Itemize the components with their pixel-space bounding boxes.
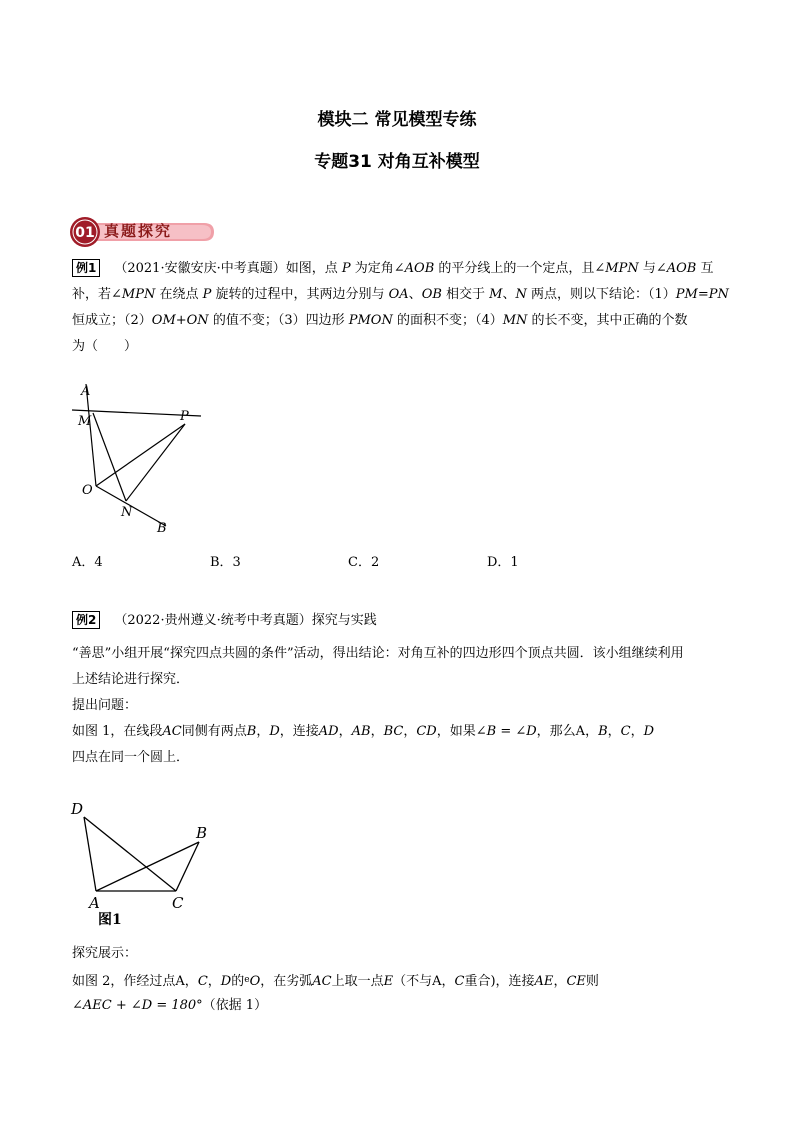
math: M bbox=[489, 287, 503, 302]
section-banner bbox=[68, 213, 218, 249]
label-p: P bbox=[180, 409, 189, 424]
text: 的 bbox=[231, 974, 245, 989]
example1-line4: 为（ ） bbox=[72, 339, 138, 354]
segment-bc bbox=[176, 842, 199, 891]
text: ， bbox=[441, 974, 455, 989]
math: E bbox=[383, 974, 394, 989]
math: C bbox=[454, 974, 465, 989]
text: ， bbox=[607, 724, 621, 739]
math: ∠AOB bbox=[393, 261, 435, 276]
text: ， bbox=[256, 724, 270, 739]
math: B bbox=[598, 724, 608, 739]
banner-label: 真题探究 bbox=[104, 222, 173, 240]
text: ，在劣弧 bbox=[260, 974, 313, 989]
text: 恒成立；（2） bbox=[72, 313, 152, 328]
math: AD bbox=[318, 724, 339, 739]
text: ， bbox=[553, 974, 567, 989]
example2-tag: 例2 bbox=[72, 611, 100, 629]
math: B bbox=[246, 724, 257, 739]
math: CD bbox=[416, 724, 437, 739]
math: ∠MPN bbox=[111, 287, 156, 302]
math: CE bbox=[566, 974, 586, 989]
math: MN bbox=[502, 313, 528, 328]
label-n: N bbox=[121, 505, 133, 520]
example1-line3 bbox=[72, 308, 724, 334]
fig1-label-a: A bbox=[89, 894, 100, 912]
text: 两点，则以下结论：（1） bbox=[526, 287, 676, 302]
math: AC bbox=[162, 724, 182, 739]
option-b: B．3 bbox=[210, 555, 241, 570]
math: D bbox=[643, 724, 655, 739]
text: ， bbox=[630, 724, 644, 739]
example1-tag: 例1 bbox=[72, 259, 100, 277]
math: O bbox=[249, 974, 261, 989]
text: ，那么A bbox=[536, 724, 586, 739]
question-line1 bbox=[72, 719, 724, 745]
math: OM+ON bbox=[151, 313, 209, 328]
option-c: C．2 bbox=[348, 555, 380, 570]
example2-source: （2022·贵州遵义·统考中考真题）探究与实践 bbox=[114, 613, 377, 628]
example1-text bbox=[72, 256, 729, 360]
math: D bbox=[220, 974, 232, 989]
math: D bbox=[269, 724, 280, 739]
example1-figure bbox=[60, 378, 230, 540]
text: 同侧有两点 bbox=[181, 724, 247, 739]
option-d: D．1 bbox=[487, 555, 519, 570]
option-a: A．4 bbox=[72, 555, 103, 570]
exploration-line2 bbox=[72, 993, 724, 1019]
label-o: O bbox=[82, 483, 93, 498]
question-title: 提出问题： bbox=[72, 698, 138, 713]
fig1-label-b: B bbox=[196, 824, 208, 842]
text: 的长不变，其中正确的个数 bbox=[527, 313, 688, 328]
text: 为定角 bbox=[350, 261, 394, 276]
exploration-title: 探究展示： bbox=[72, 946, 138, 961]
text: 旋转的过程中，其两边分别与 bbox=[211, 287, 389, 302]
text: （依据 1） bbox=[202, 998, 268, 1013]
text: 则 bbox=[585, 974, 599, 989]
example1-line1 bbox=[72, 256, 724, 282]
math: AE bbox=[534, 974, 554, 989]
math: OB bbox=[421, 287, 442, 302]
example2-p1-line2: 上述结论进行探究． bbox=[72, 672, 190, 687]
exploration bbox=[72, 941, 724, 1019]
math: AB bbox=[351, 724, 371, 739]
example2-body bbox=[72, 641, 724, 771]
math: N bbox=[515, 287, 527, 302]
ray-oa bbox=[86, 384, 96, 486]
text: 重合)，连接 bbox=[464, 974, 535, 989]
text: 的值不变；（3）四边形 bbox=[208, 313, 349, 328]
math: ∠AEC + ∠D = 180° bbox=[72, 998, 203, 1013]
math: P bbox=[341, 261, 351, 276]
module-title: 模块二 常见模型专练 bbox=[317, 110, 477, 130]
text: 补，若 bbox=[72, 287, 112, 302]
text: 、 bbox=[408, 287, 422, 302]
text: 互 bbox=[696, 261, 714, 276]
segment-ab bbox=[96, 842, 199, 891]
circle-symbol: e bbox=[244, 975, 250, 985]
text: ，连接 bbox=[279, 724, 319, 739]
math: P bbox=[202, 287, 212, 302]
text: ， bbox=[585, 724, 599, 739]
math: C bbox=[620, 724, 631, 739]
text: 的面积不变；（4） bbox=[392, 313, 503, 328]
example2-header bbox=[72, 608, 724, 634]
math: ∠AOB bbox=[655, 261, 697, 276]
text: 、 bbox=[502, 287, 516, 302]
math: ∠B = ∠D bbox=[475, 724, 537, 739]
math: PM=PN bbox=[675, 287, 729, 302]
text: （不与A bbox=[393, 974, 442, 989]
example1-line2 bbox=[72, 282, 729, 308]
text: 如图，点 bbox=[285, 261, 342, 276]
text: ， bbox=[207, 974, 221, 989]
fig1-label-c: C bbox=[172, 894, 184, 912]
fig1-caption: 图1 bbox=[98, 912, 122, 928]
topic-title: 专题31 对角互补模型 bbox=[314, 152, 480, 172]
question-line2: 四点在同一个圆上． bbox=[72, 750, 190, 765]
label-b: B bbox=[157, 521, 167, 536]
figure1 bbox=[64, 800, 224, 930]
text: ， bbox=[184, 974, 198, 989]
text: 如图 2，作经过点A bbox=[72, 974, 185, 989]
segment-np bbox=[126, 424, 185, 501]
math: C bbox=[197, 974, 208, 989]
math: AC bbox=[312, 974, 332, 989]
text: 的平分线上的一个定点，且 bbox=[434, 261, 595, 276]
label-m: M bbox=[78, 414, 92, 429]
example2-p1-line1: “善思”小组开展“探究四点共圆的条件”活动，得出结论：对角互补的四边形四个顶点共圆．该小组继续利用 bbox=[72, 646, 684, 661]
fig1-label-d: D bbox=[71, 800, 84, 818]
text: 如图 1，在线段 bbox=[72, 724, 163, 739]
math: PMON bbox=[348, 313, 393, 328]
text: 与 bbox=[638, 261, 656, 276]
math: OA bbox=[388, 287, 409, 302]
text: 相交于 bbox=[441, 287, 490, 302]
banner-number: 01 bbox=[75, 225, 95, 241]
text: ，如果 bbox=[436, 724, 476, 739]
text: ， bbox=[403, 724, 417, 739]
segment-dc bbox=[84, 817, 176, 891]
math: ∠MPN bbox=[594, 261, 639, 276]
text: 在绕点 bbox=[155, 287, 203, 302]
text: 上取一点 bbox=[331, 974, 384, 989]
example1-source: （2021·安徽安庆·中考真题） bbox=[114, 261, 286, 276]
text: ， bbox=[338, 724, 352, 739]
label-a: A bbox=[81, 384, 91, 399]
math: BC bbox=[383, 724, 404, 739]
exploration-line1 bbox=[72, 967, 724, 993]
example2-line-tag bbox=[72, 608, 724, 634]
segment-ad bbox=[84, 817, 96, 891]
text: ， bbox=[370, 724, 384, 739]
